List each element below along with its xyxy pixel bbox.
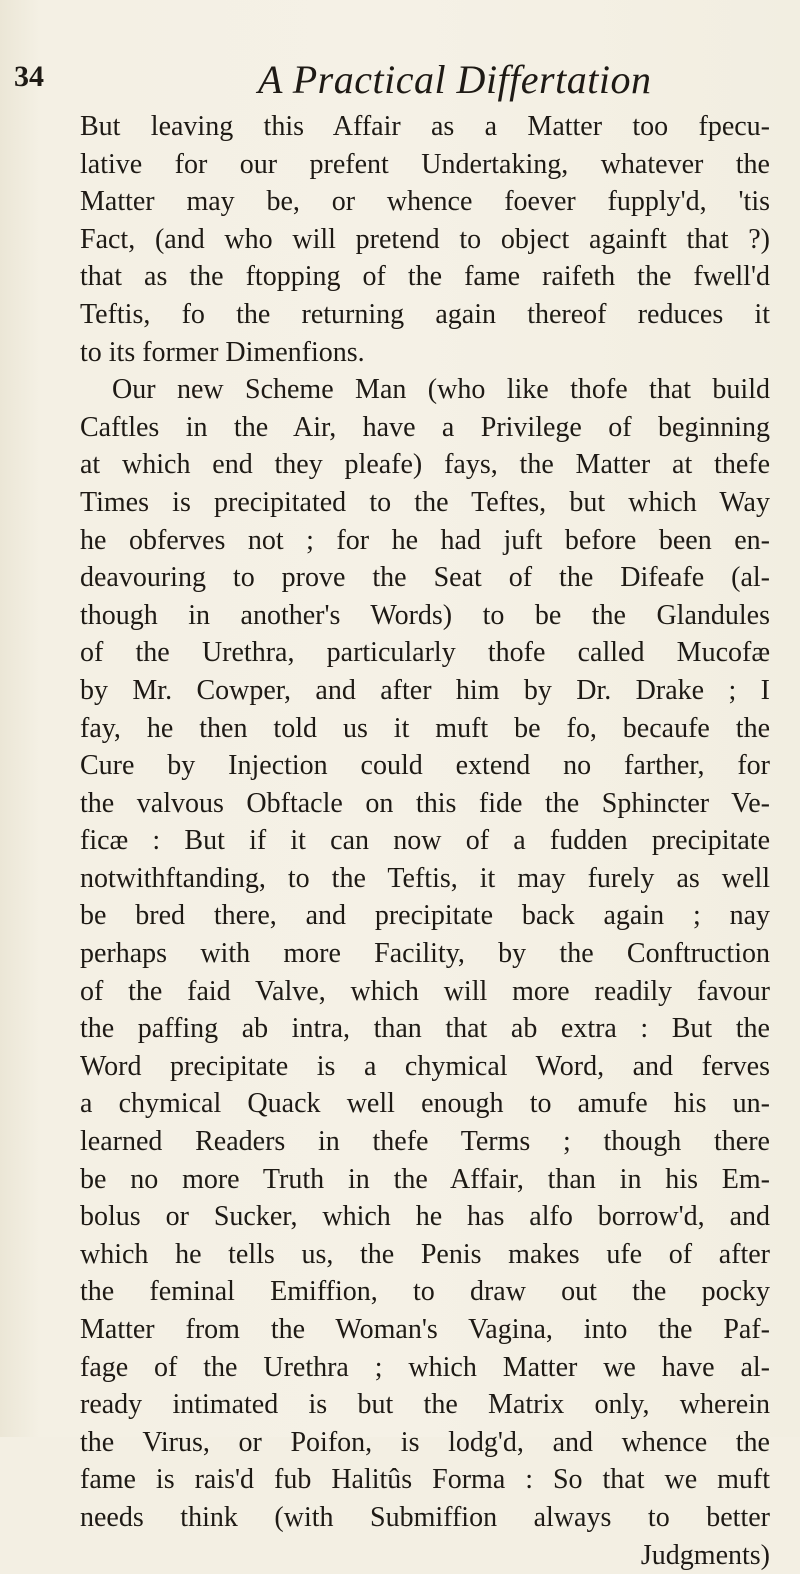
text-line: perhaps with more Facility, by the Conftruction <box>80 938 770 970</box>
text-line: Matter from the Woman's Vagina, into the Paf- <box>80 1314 770 1345</box>
text-line: to its former Dimenfions. <box>80 336 365 368</box>
text-line: lative for our prefent Undertaking, whatever the <box>80 148 770 180</box>
text-line: the Virus, or Poifon, is lodg'd, and whence the <box>80 1426 770 1458</box>
text-line: learned Readers in thefe Terms ; though there <box>80 1126 770 1158</box>
body-text <box>80 108 770 1574</box>
text-line: Cure by Injection could extend no farther, for <box>80 750 770 782</box>
text-line: needs think (with Submiffion always to better <box>80 1501 770 1533</box>
text-line: fay, he then told us it muft be fo, becaufe the <box>80 712 770 744</box>
text-line: be no more Truth in the Affair, than in his Em- <box>80 1163 770 1195</box>
text-line: fame is rais'd fub Halitûs Forma : So that we muft <box>80 1464 770 1496</box>
text-line: the feminal Emiffion, to draw out the pocky <box>80 1276 770 1308</box>
text-line: be bred there, and precipitate back again ; nay <box>80 900 770 932</box>
text-line: deavouring to prove the Seat of the Difeafe (al- <box>80 562 770 594</box>
catchword-line: Judgments) <box>640 1539 770 1571</box>
text-line: he obferves not ; for he had juft before been en- <box>80 524 770 556</box>
text-line: fage of the Urethra ; which Matter we have al- <box>80 1351 770 1383</box>
text-line: bolus or Sucker, which he has alfo borrow'd, and <box>80 1201 770 1233</box>
text-line: the paffing ab intra, than that ab extra : But the <box>80 1013 770 1045</box>
text-line: of the Urethra, particularly thofe called Mucofæ <box>80 637 770 669</box>
text-line: ficæ : But if it can now of a fudden precipitate <box>80 825 770 857</box>
text-line: a chymical Quack well enough to amufe his un- <box>80 1088 770 1120</box>
text-line: Word precipitate is a chymical Word, and ferves <box>80 1050 770 1082</box>
running-head: A Practical Differtation <box>258 57 652 102</box>
page-number: 34 <box>14 60 44 93</box>
text-line: Times is precipitated to the Teftes, but which Way <box>80 486 770 518</box>
text-line: which he tells us, the Penis makes ufe of after <box>80 1238 770 1270</box>
text-line: Teftis, fo the returning again thereof reduces it <box>80 298 770 330</box>
text-line: notwithftanding, to the Teftis, it may furely as well <box>80 862 770 894</box>
text-line: But leaving this Affair as a Matter too fpecu- <box>80 111 770 142</box>
text-line: ready intimated is but the Matrix only, wherein <box>80 1389 770 1421</box>
text-line: Our new Scheme Man (who like thofe that build <box>112 374 770 406</box>
text-line: at which end they pleafe) fays, the Matter at thefe <box>80 449 770 481</box>
text-line: Matter may be, or whence foever fupply'd, 'tis <box>80 186 770 218</box>
text-line: the valvous Obftacle on this fide the Sphincter Ve- <box>80 787 770 819</box>
text-line: by Mr. Cowper, and after him by Dr. Drake ; I <box>80 674 770 706</box>
text-line: of the faid Valve, which will more readily favour <box>80 975 770 1007</box>
text-line: Caftles in the Air, have a Privilege of beginning <box>80 411 770 443</box>
text-line: though in another's Words) to be the Glandules <box>80 599 770 631</box>
text-line: that as the ftopping of the fame raifeth the fwell'd <box>80 261 770 293</box>
text-line: Fact, (and who will pretend to object againft that ?) <box>80 223 770 255</box>
